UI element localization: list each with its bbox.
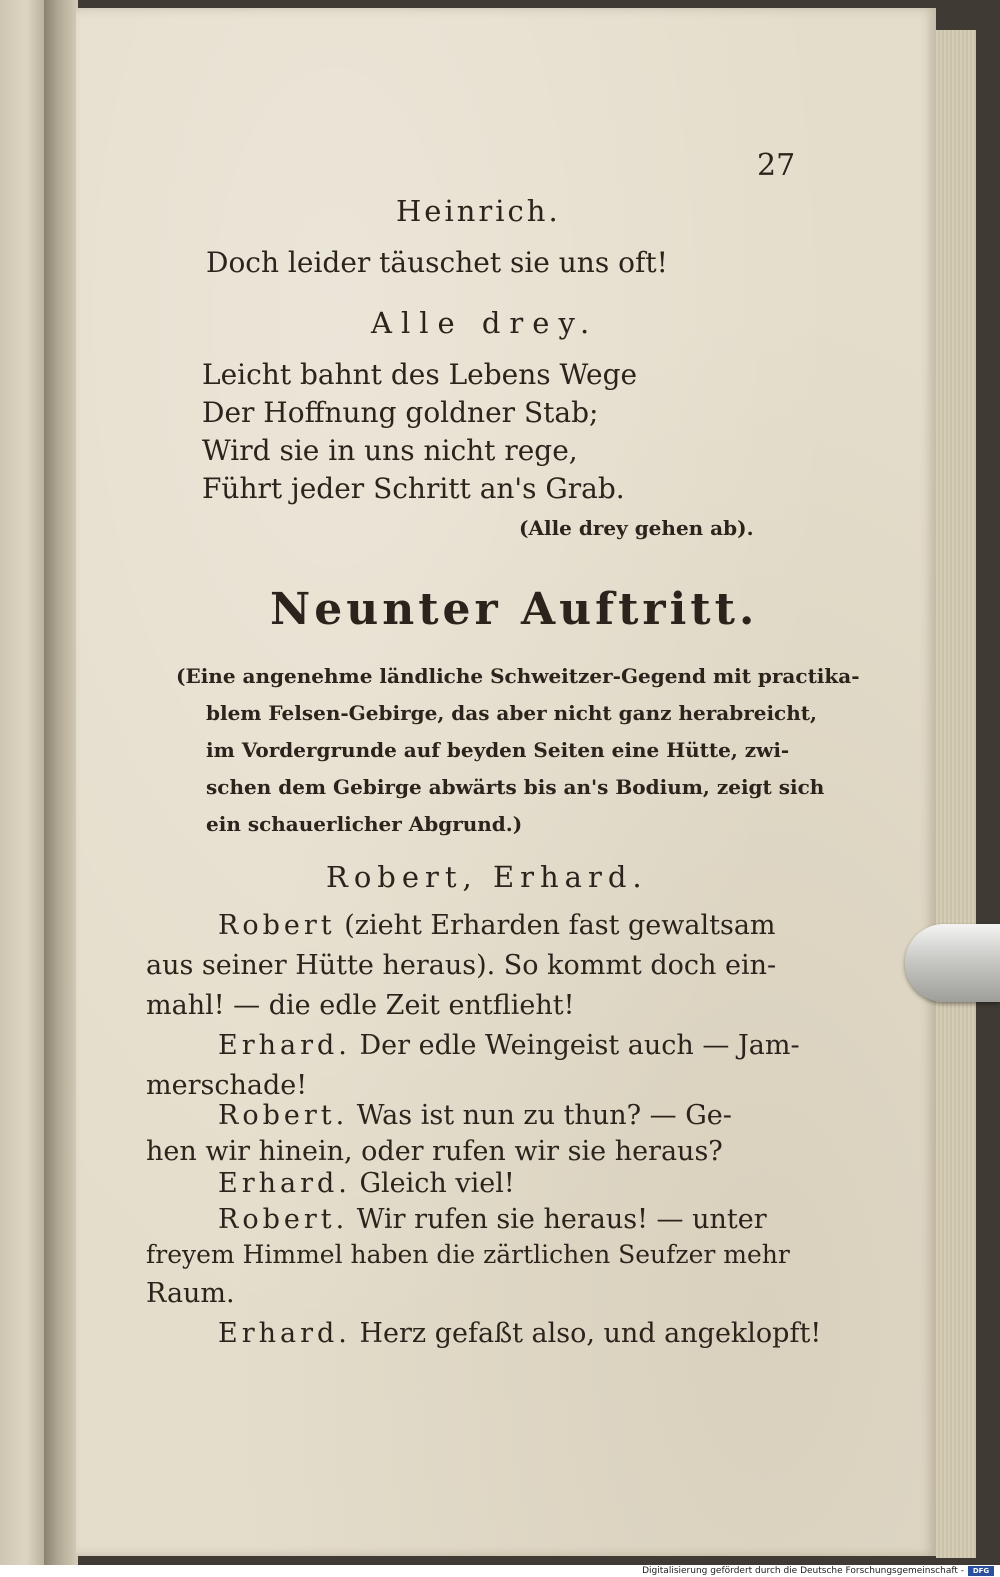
- dialogue-text: Raum.: [146, 1278, 235, 1309]
- scene-description-line: schen dem Gebirge abwärts bis an's Bodium, zeigt sich: [206, 775, 825, 799]
- scene-characters: Robert, Erhard.: [326, 860, 648, 894]
- dialogue-speaker: Robert.: [218, 1100, 349, 1131]
- dialogue-text: freyem Himmel haben die zärtlichen Seufzer mehr: [146, 1240, 790, 1269]
- scene-title: Neunter Auftritt.: [270, 584, 759, 635]
- dialogue-speaker: Erhard.: [218, 1168, 351, 1199]
- scene-description-line: im Vordergrunde auf beyden Seiten eine Hütte, zwi-: [206, 738, 790, 762]
- dialogue-speaker: Erhard.: [218, 1030, 351, 1061]
- scene-description-line: (Eine angenehme ländliche Schweitzer-Gegend mit practika-: [176, 664, 860, 688]
- dialogue-line: [146, 950, 776, 981]
- book-gutter: [44, 0, 78, 1565]
- verse-line: Der Hoffnung goldner Stab;: [202, 396, 599, 429]
- page-number: 27: [757, 148, 796, 183]
- dialogue-text: Wir rufen sie heraus! — unter: [348, 1204, 767, 1235]
- dialogue-text: hen wir hinein, oder rufen wir sie heraus?: [146, 1136, 723, 1167]
- speaker-alle-drey: Alle drey.: [371, 306, 599, 340]
- dialogue-speaker: Robert.: [218, 1204, 349, 1235]
- verse-line: Führt jeder Schritt an's Grab.: [202, 472, 625, 505]
- dialogue-line: [218, 1100, 732, 1131]
- dialogue-text: merschade!: [146, 1070, 308, 1101]
- footer-bar: [0, 1565, 1000, 1577]
- dialogue-line: [218, 1318, 821, 1349]
- footer-credit: Digitalisierung gefördert durch die Deutsche Forschungsgemeinschaft -: [642, 1566, 964, 1576]
- dialogue-line: [146, 990, 574, 1021]
- scene-description-line: blem Felsen-Gebirge, das aber nicht ganz herabreicht,: [206, 701, 817, 725]
- dialogue-text: Gleich viel!: [350, 1168, 515, 1199]
- dialogue-line: [218, 1030, 800, 1061]
- dialogue-text: Der edle Weingeist auch — Jam-: [350, 1030, 800, 1061]
- dialogue-line: [218, 1168, 515, 1199]
- dialogue-line: [218, 910, 776, 941]
- dialogue-text: (zieht Erharden fast gewaltsam: [335, 910, 776, 941]
- dialogue-line: [146, 1240, 790, 1269]
- speaker-heinrich: Heinrich.: [396, 194, 561, 228]
- line-heinrich: Doch leider täuschet sie uns oft!: [206, 246, 668, 279]
- page-clip: [905, 924, 1000, 1002]
- dialogue-speaker: Robert: [218, 910, 336, 941]
- dialogue-line: [146, 1136, 723, 1167]
- dialogue-text: Was ist nun zu thun? — Ge-: [348, 1100, 732, 1131]
- dialogue-text: mahl! — die edle Zeit entflieht!: [146, 990, 575, 1021]
- dfg-logo: DFG: [968, 1566, 994, 1576]
- dialogue-text: Herz gefaßt also, und angeklopft!: [350, 1318, 822, 1349]
- dialogue-line: [146, 1070, 307, 1101]
- stage-direction: (Alle drey gehen ab).: [519, 516, 754, 540]
- page-edges: [936, 30, 976, 1558]
- previous-page-edge: [0, 0, 44, 1565]
- verse-line: Wird sie in uns nicht rege,: [202, 434, 578, 467]
- dialogue-line: [218, 1204, 767, 1235]
- dialogue-line: [146, 1278, 235, 1309]
- dialogue-speaker: Erhard.: [218, 1318, 351, 1349]
- scene-description-line: ein schauerlicher Abgrund.): [206, 812, 523, 836]
- dialogue-text: aus seiner Hütte heraus). So kommt doch ein-: [146, 950, 777, 981]
- verse-line: Leicht bahnt des Lebens Wege: [202, 358, 638, 391]
